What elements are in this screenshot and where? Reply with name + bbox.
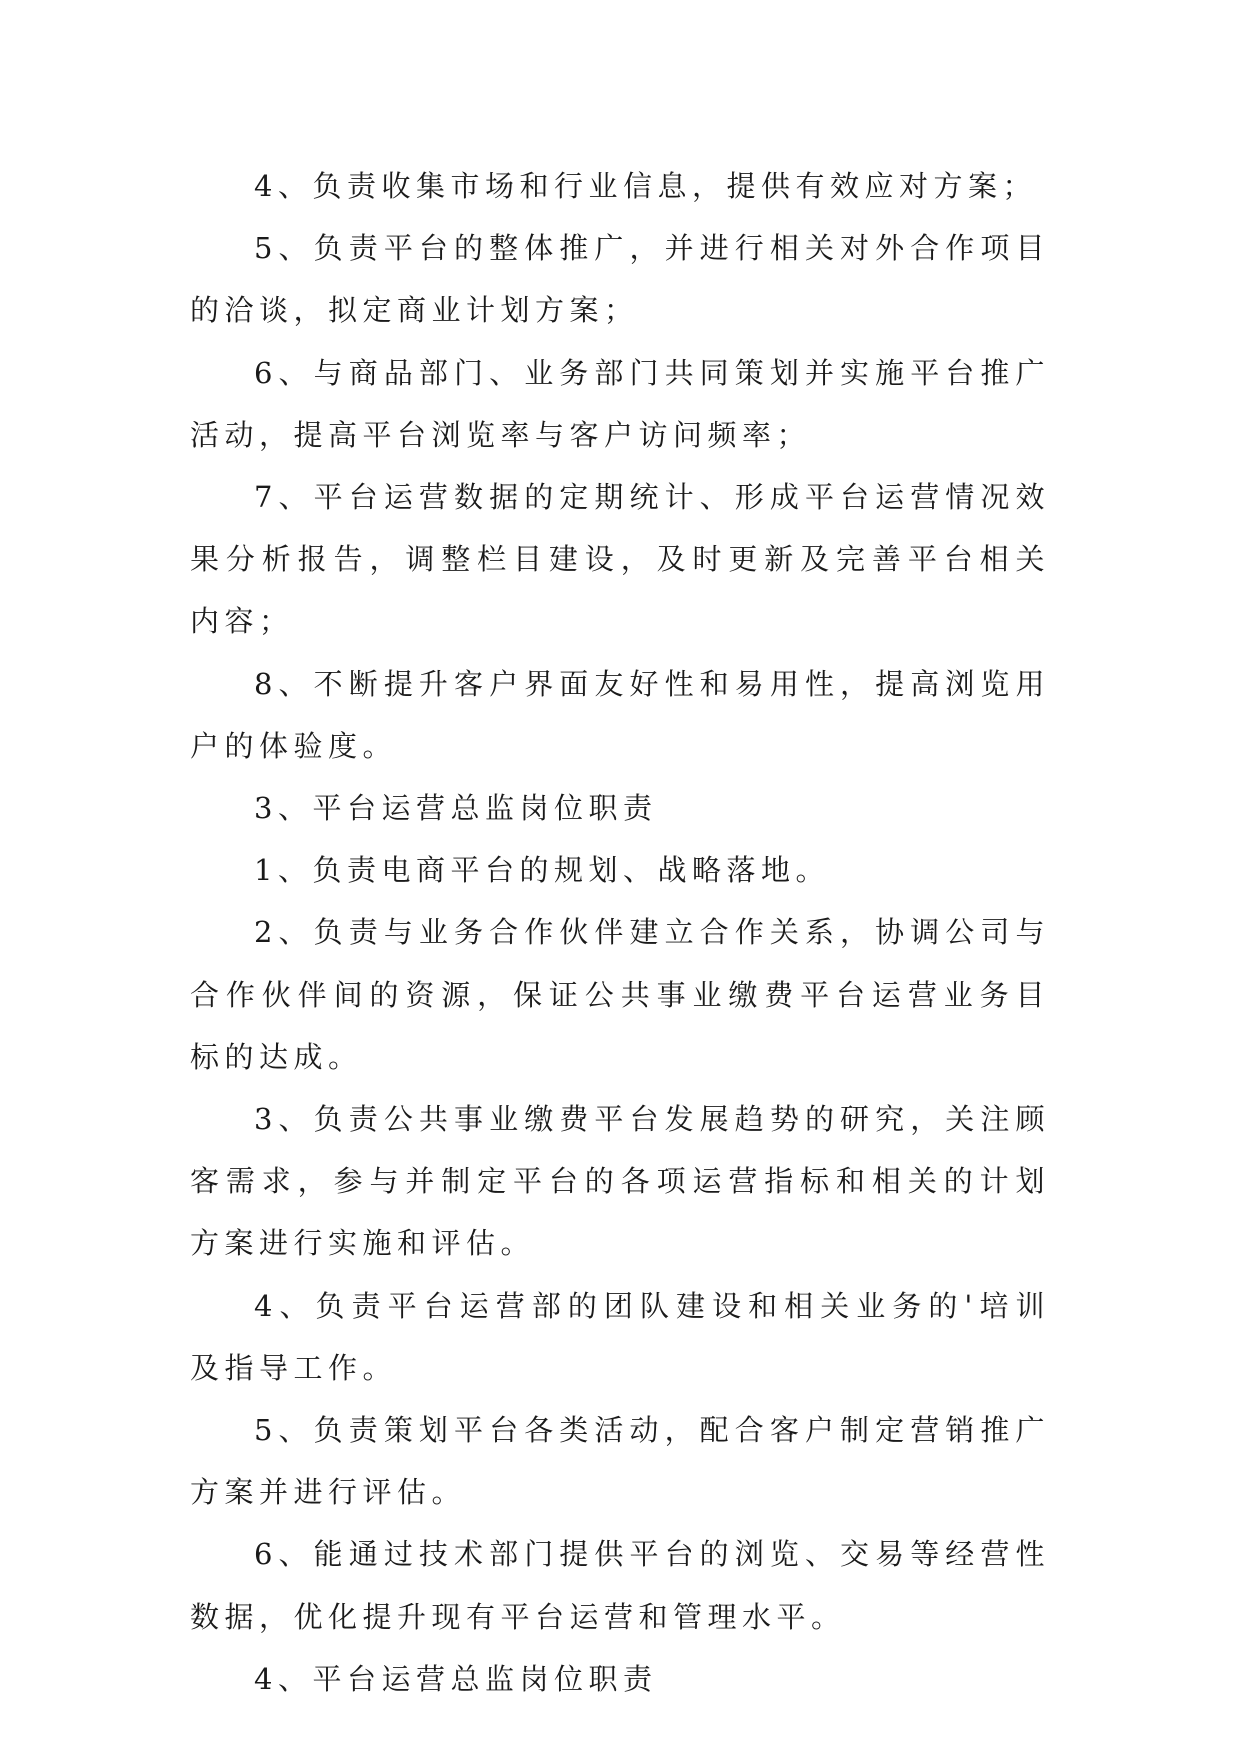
- paragraph: 1、负责电商平台的规划、战略落地。: [254, 853, 830, 888]
- paragraph: 3、负责公共事业缴费平台发展趋势的研究，关注顾客需求，参与并制定平台的各项运营指标和相关的计划方案进行实施和评估。: [190, 1102, 1050, 1261]
- paragraph: 5、负责策划平台各类活动，配合客户制定营销推广方案并进行评估。: [190, 1413, 1050, 1510]
- paragraph: 7、平台运营数据的定期统计、形成平台运营情况效果分析报告，调整栏目建设，及时更新及完善平台相关内容；: [190, 480, 1050, 639]
- paragraph: 6、能通过技术部门提供平台的浏览、交易等经营性数据，优化提升现有平台运营和管理水平。: [190, 1537, 1050, 1634]
- paragraph: 2、负责与业务合作伙伴建立合作关系，协调公司与合作伙伴间的资源，保证公共事业缴费平台运营业务目标的达成。: [190, 915, 1050, 1074]
- paragraph: 6、与商品部门、业务部门共同策划并实施平台推广活动，提高平台浏览率与客户访问频率；: [190, 355, 1050, 452]
- paragraph: 8、不断提升客户界面友好性和易用性，提高浏览用户的体验度。: [190, 666, 1050, 763]
- document-body: [190, 155, 1050, 1710]
- section-heading: 3、平台运营总监岗位职责: [254, 791, 658, 826]
- paragraph: 4、负责平台运营部的团队建设和相关业务的'培训及指导工作。: [190, 1288, 1050, 1385]
- paragraph: 4、负责收集市场和行业信息，提供有效应对方案；: [254, 169, 1037, 203]
- section-heading: 4、平台运营总监岗位职责: [254, 1661, 658, 1696]
- paragraph: 5、负责平台的整体推广，并进行相关对外合作项目的洽谈，拟定商业计划方案；: [190, 231, 1050, 328]
